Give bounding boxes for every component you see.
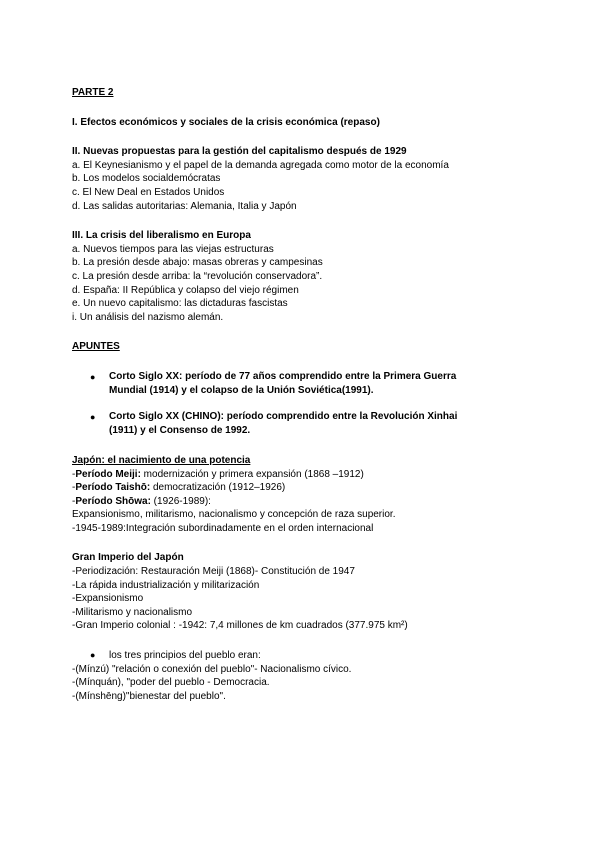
period-prefix: - — [72, 468, 76, 480]
period-line — [72, 495, 542, 509]
document-page — [72, 86, 542, 703]
list-item — [72, 649, 542, 663]
imperio-line: -Expansionismo — [72, 593, 144, 605]
imperio-line: -La rápida industrialización y militarización — [72, 579, 260, 591]
period-text: modernización y primera expansión (1868 –1912) — [140, 468, 364, 480]
japon-line: Expansionismo, militarismo, nacionalismo y concepción de raza superior. — [72, 509, 396, 521]
bullet-line: Corto Siglo XX: período de 77 años comprendido entre la Primera Guerra — [109, 370, 457, 382]
section-2-item: a. El Keynesianismo y el papel de la demanda agregada como motor de la economía — [72, 159, 449, 171]
period-text: (1926-1989): — [150, 495, 211, 507]
section-3-item: c. La presión desde arriba: la “revolución conservadora”. — [72, 270, 323, 282]
japon-line: -1945-1989:Integración subordinadamente en el orden internacional — [72, 522, 374, 534]
list-item — [72, 410, 542, 438]
section-2-item: b. Los modelos socialdemócratas — [72, 173, 221, 185]
principio-line: -(Mínquán), "poder del pueblo - Democracia. — [72, 677, 270, 689]
period-prefix: - — [72, 482, 76, 494]
bullet-line: los tres principios del pueblo eran: — [109, 650, 261, 662]
bullet-line: Mundial (1914) y el colapso de la Unión Soviética(1991). — [109, 384, 374, 396]
apuntes-bullet-list — [72, 370, 542, 438]
list-item — [72, 370, 542, 398]
period-label: Período Shōwa: — [75, 495, 151, 507]
imperio-line: -Gran Imperio colonial : -1942: 7,4 millones de km cuadrados (377.975 km²) — [72, 620, 408, 632]
section-3-item: b. La presión desde abajo: masas obreras y campesinas — [72, 257, 323, 269]
period-text: democratización (1912–1926) — [150, 482, 286, 494]
imperio-heading: Gran Imperio del Japón — [72, 552, 184, 564]
imperio-line: -Periodización: Restauración Meiji (1868)- Constitución de 1947 — [72, 566, 355, 578]
bullet-icon: ● — [90, 371, 96, 382]
period-label: Período Taishō: — [75, 482, 151, 494]
japon-heading: Japón: el nacimiento de una potencia — [72, 454, 251, 466]
period-line — [72, 481, 542, 495]
principios-bullet-list — [72, 649, 542, 663]
bullet-line: (1911) y el Consenso de 1992. — [109, 424, 251, 436]
bullet-icon: ● — [90, 650, 96, 661]
period-prefix: - — [72, 495, 76, 507]
bullet-line: Corto Siglo XX (CHINO): período comprendido entre la Revolución Xinhai — [109, 410, 458, 422]
parte2-title: PARTE 2 — [72, 87, 114, 98]
principio-line: -(Mínzú) "relación o conexión del pueblo"- Nacionalismo cívico. — [72, 663, 352, 675]
bullet-icon: ● — [90, 411, 96, 422]
section-2-item: c. El New Deal en Estados Unidos — [72, 186, 225, 198]
list-spacer — [72, 398, 542, 410]
principio-line: -(Mínshēng)"bienestar del pueblo". — [72, 690, 226, 702]
section-3-item: a. Nuevos tiempos para las viejas estructuras — [72, 243, 274, 255]
section-2-heading: II. Nuevas propuestas para la gestión del capitalismo después de 1929 — [72, 146, 407, 158]
section-1-heading: I. Efectos económicos y sociales de la crisis económica (repaso) — [72, 116, 380, 128]
section-3-item: e. Un nuevo capitalismo: las dictaduras fascistas — [72, 298, 288, 310]
section-3-item: i. Un análisis del nazismo alemán. — [72, 311, 224, 323]
imperio-line: -Militarismo y nacionalismo — [72, 606, 193, 618]
section-3-item: d. España: II República y colapso del viejo régimen — [72, 284, 299, 296]
apuntes-title: APUNTES — [72, 341, 120, 353]
section-3-heading: III. La crisis del liberalismo en Europa — [72, 230, 251, 242]
period-label: Período Meiji: — [75, 468, 141, 480]
section-2-item: d. Las salidas autoritarias: Alemania, Italia y Japón — [72, 200, 297, 212]
period-line — [72, 468, 542, 482]
